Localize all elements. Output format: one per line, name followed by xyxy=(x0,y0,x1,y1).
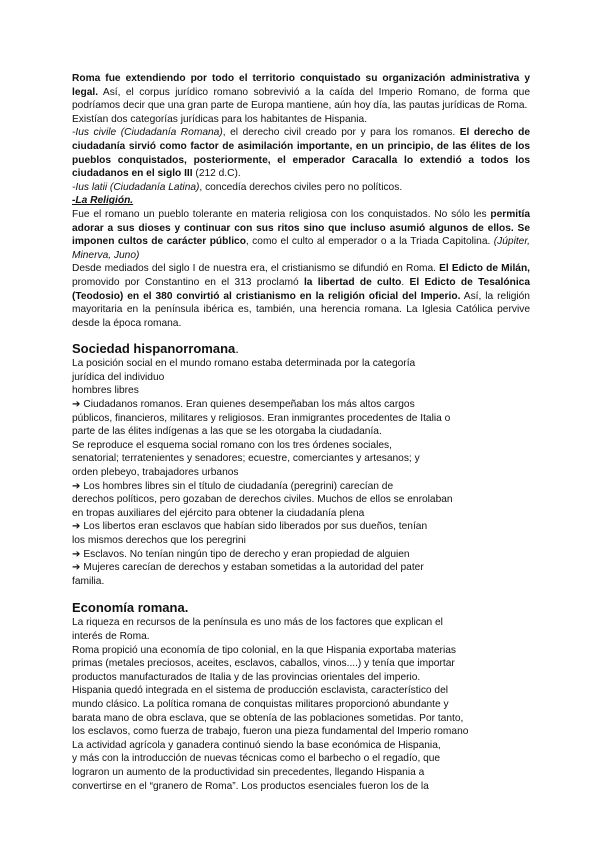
spacer xyxy=(72,588,530,600)
text-line: derechos políticos, pero gozaban de derechos civiles. Muchos de ellos se enrolaban xyxy=(72,494,453,506)
text-line: productos manufacturados de Italia y de las provincias orientales del imperio. xyxy=(72,671,421,683)
text-line: hombres libres xyxy=(72,385,139,397)
paragraph-cristianismo xyxy=(72,262,530,330)
section-title-dot: . xyxy=(235,341,239,357)
text-line: ➔ Ciudadanos romanos. Eran quienes desempeñaban los más altos cargos xyxy=(72,399,415,411)
body-text: Fue el romano un pueblo tolerante en materia religiosa con los conquistados. No sólo les xyxy=(72,208,491,220)
italic-text: (Júpiter, Minerva, Juno) xyxy=(72,236,530,261)
body-text: Desde mediados del siglo I de nuestra era, el cristianismo se difundió en Roma. xyxy=(72,263,440,275)
text-line: primas (metales preciosos, aceites, esclavos, caballos, vinos....) y tenía que importar xyxy=(72,658,455,670)
text-line: orden plebeyo, trabajadores urbanos xyxy=(72,467,239,479)
paragraph-organizacion xyxy=(72,72,530,113)
text-line: jurídica del individuo xyxy=(72,371,165,383)
text-line: La posición social en el mundo romano estaba determinada por la categoría xyxy=(72,358,416,370)
text-line: en tropas auxiliares del ejército para obtener la ciudadanía plena xyxy=(72,507,365,519)
bold-text: El derecho de ciudadanía sirvió como factor de asimilación importante, en un principio, de las élites de los pueblos conquistados, posteriormente, el emperador Caracalla lo extendió a todos los ciudadanos en el siglo III xyxy=(72,127,531,180)
document-body xyxy=(72,72,530,793)
paragraph-categorias: Existían dos categorías jurídicas para los habitantes de Hispania. xyxy=(72,113,368,125)
bold-text: permitía adorar a sus dioses y continuar con sus ritos sino que incluso asumió algunos de ellos. Se imponen cultos de carácter público xyxy=(72,208,530,248)
text-line: barata mano de obra esclava, que se obtenía de las poblaciones sometidas. Por tanto, xyxy=(72,712,464,724)
paragraph-religion xyxy=(72,208,530,262)
text-line: los mismos derechos que los peregrini xyxy=(72,535,246,546)
text-line: convertirse en el “granero de Roma”. Los productos esenciales fueron los de la xyxy=(72,780,429,792)
body-text: , el derecho civil creado por y para los romanos. xyxy=(222,127,460,139)
text-line: Hispania quedó integrada en el sistema de producción esclavista, característico del xyxy=(72,685,449,697)
text-line: familia. xyxy=(72,575,105,587)
text-line: y más con la introducción de nuevas técnicas como el barbecho o el regadío, que xyxy=(72,753,441,765)
text-line: ➔ Los libertos eran esclavos que habían sido liberados por sus dueños, tenían xyxy=(72,521,428,533)
text-line: La riqueza en recursos de la península es uno más de los factores que explican el xyxy=(72,617,443,629)
text-line: mundo clásico. La política romana de conquistas militares proporcionó abundante y xyxy=(72,698,449,710)
text-line: Roma propició una economía de tipo colonial, en la que Hispania exportaba materias xyxy=(72,644,456,656)
italic-text: -Ius latii (Ciudadanía Latina) xyxy=(72,181,200,193)
body-text: , concedía derechos civiles pero no políticos. xyxy=(199,181,403,193)
religion-heading: -La Religión. xyxy=(72,195,134,207)
text-line: ➔ Los hombres libres sin el título de ciudadanía (peregrini) carecían de xyxy=(72,480,394,492)
italic-text: -Ius civile (Ciudadanía Romana) xyxy=(72,127,223,139)
text-line: ➔ Mujeres carecían de derechos y estaban sometidas a la autoridad del pater xyxy=(72,562,424,574)
economia-block xyxy=(72,616,530,793)
sociedad-block xyxy=(72,357,530,588)
text-line: senatorial; terratenientes y senadores; ecuestre, comerciantes y artesanos; y xyxy=(72,453,420,465)
bold-text: El Edicto de Milán, xyxy=(439,263,530,275)
text-line: ➔ Esclavos. No tenían ningún tipo de derecho y eran propiedad de alguien xyxy=(72,548,410,560)
text-line: La actividad agrícola y ganadera continuó siendo la base económica de Hispania, xyxy=(72,739,441,751)
text-line: los esclavos, como fuerza de trabajo, fueron una pieza fundamental del Imperio romano xyxy=(72,726,469,738)
bold-text: Roma fue extendiendo por todo el territorio conquistado su organización administrativa y legal. xyxy=(72,73,530,98)
text-line: parte de las élites indígenas a las que se les otorgaba la ciudadanía. xyxy=(72,426,382,438)
body-text: promovido por Constantino en el 313 proclamó xyxy=(72,276,304,288)
body-text: , como el culto al emperador o a la Triada Capitolina. xyxy=(245,236,494,248)
section-title-sociedad xyxy=(72,341,530,357)
bold-text: la libertad de culto xyxy=(303,276,402,288)
body-text: . xyxy=(401,276,410,288)
text-line: Se reproduce el esquema social romano con los tres órdenes sociales, xyxy=(72,439,392,451)
body-text: Así, la religión mayoritaria en la península ibérica es, también, una herencia romana. La Iglesia Católica pervive desde la época romana. xyxy=(72,290,530,329)
text-line: públicos, financieros, militares y religiosos. Eran inmigrantes procedentes de Italia o xyxy=(72,412,451,424)
body-text: Así, el corpus jurídico romano sobrevivió a la caída del Imperio Romano, de forma que podríamos decir que una gran parte de Europa mantiene, aún hoy día, las pautas jurídicas de Roma. xyxy=(72,86,530,112)
section-title-text: Sociedad hispanorromana xyxy=(72,341,236,357)
bold-text: El Edicto de Tesalónica (Teodosio) en el 380 convirtió al cristianismo en la religión oficial del Imperio. xyxy=(72,276,530,302)
paragraph-ius-civile xyxy=(72,126,530,180)
text-line: interés de Roma. xyxy=(72,630,150,642)
section-title-economia: Economía romana. xyxy=(72,600,189,616)
paragraph-ius-latii xyxy=(72,181,530,195)
text-line: lograron un aumento de la productividad sin precedentes, llegando Hispania a xyxy=(72,766,425,778)
body-text: (212 d.C). xyxy=(192,168,241,180)
